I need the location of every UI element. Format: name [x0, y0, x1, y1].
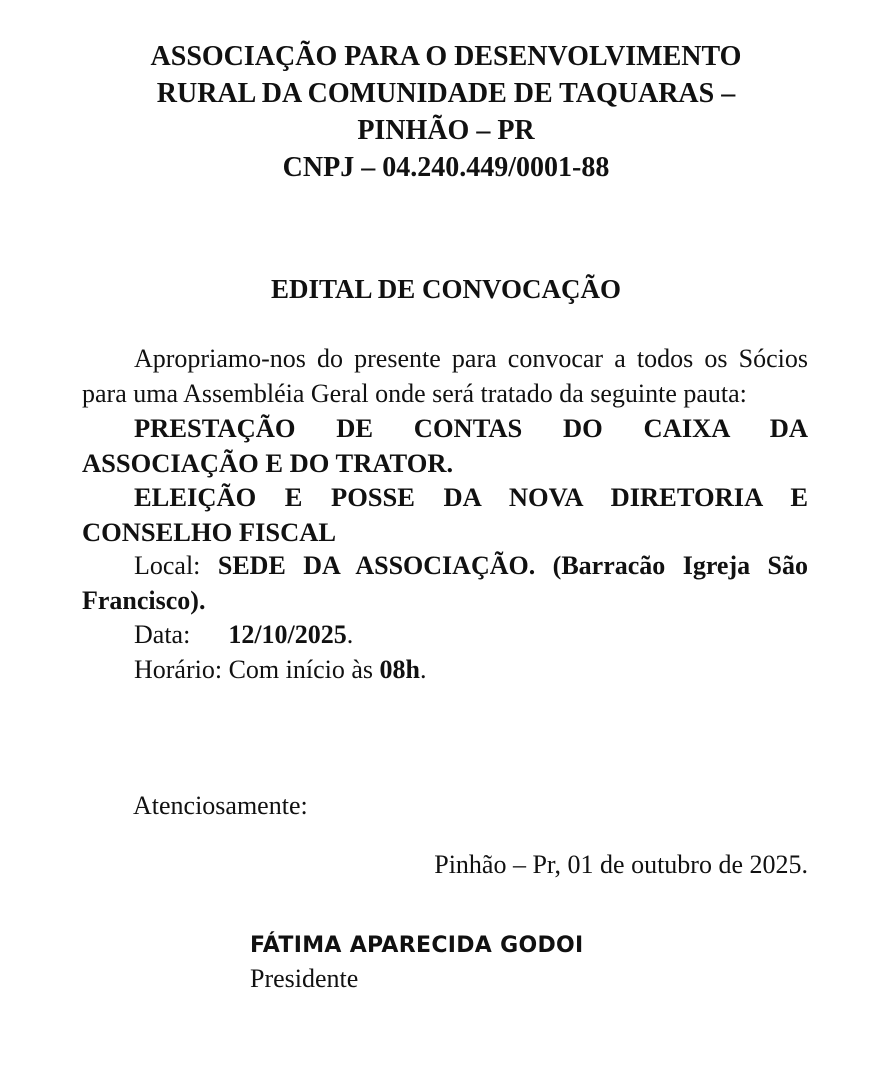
closing-salutation: Atenciosamente: — [133, 791, 308, 820]
header-line-1: ASSOCIAÇÃO PARA O DESENVOLVIMENTO — [150, 41, 742, 72]
document-title: EDITAL DE CONVOCAÇÃO — [271, 274, 621, 304]
intro-paragraph: Apropriamo-nos do presente para convocar a todos os Sócios para uma Assembléia Geral onde será tratado da seguinte pauta: — [82, 344, 808, 408]
header-cnpj: CNPJ – 04.240.449/0001-88 — [282, 152, 610, 183]
signer-role: Presidente — [250, 964, 359, 993]
document-body — [82, 342, 808, 687]
signer-name: FÁTIMA APARECIDA GODOI — [250, 933, 584, 958]
organization-header — [0, 38, 892, 186]
time-suffix: . — [419, 654, 427, 684]
place-and-date: Pinhão – Pr, 01 de outubro de 2025. — [434, 850, 808, 879]
date-line — [82, 618, 808, 653]
time-line — [82, 653, 808, 688]
time-label: Horário: Com início às — [134, 654, 374, 684]
agenda-item-1: PRESTAÇÃO DE CONTAS DO CAIXA DA ASSOCIAÇÃO E DO TRATOR. — [82, 413, 808, 478]
header-line-3: PINHÃO – PR — [357, 115, 535, 146]
local-label: Local: — [134, 551, 201, 580]
agenda-item-2: ELEIÇÃO E POSSE DA NOVA DIRETORIA E CONSELHO FISCAL — [82, 482, 808, 547]
date-suffix: . — [346, 620, 354, 649]
date-label: Data: — [134, 620, 191, 649]
time-value: 08h — [379, 654, 420, 684]
local-value: SEDE DA ASSOCIAÇÃO. (Barracão Igreja São Francisco). — [82, 551, 809, 615]
header-line-2: RURAL DA COMUNIDADE DE TAQUARAS – — [156, 78, 736, 109]
local-paragraph — [82, 549, 808, 618]
date-value: 12/10/2025 — [228, 620, 347, 649]
